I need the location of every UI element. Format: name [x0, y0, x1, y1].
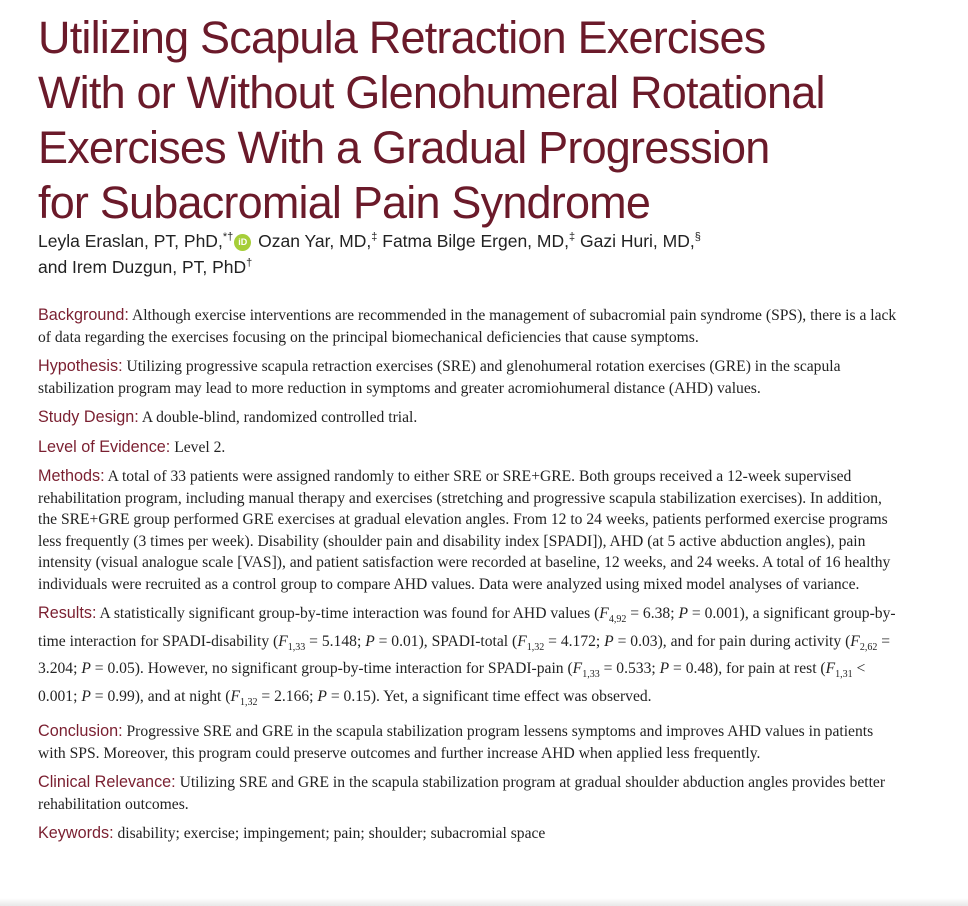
stat-df: 1,31: [835, 669, 853, 681]
results-text: = 2.166;: [257, 687, 318, 705]
section-label: Clinical Relevance:: [38, 773, 176, 792]
stat-symbol: F: [278, 632, 288, 650]
author-affiliation-mark: ‡: [371, 231, 378, 243]
results-text: = 0.01), SPADI-total (: [374, 632, 518, 650]
results-text: = 6.38;: [626, 605, 679, 622]
stat-df: 2,62: [859, 641, 878, 653]
author-name: Fatma Bilge Ergen, MD,: [382, 230, 569, 251]
section-text: A total of 33 patients were assigned randomly to either SRE or SRE+GRE. Both groups received a 12-week supervised rehabilitation program, including manual therapy and exercises (stretching and progressive scapula stabilization exercises). In addition, the SRE+GRE group performed GRE exercises at gradual elevation angles. From 12 to 24 weeks, patients performed exercise programs less frequently (3 times per week). Disability (shoulder pain and disability index [SPADI]), AHD (at 5 active abduction angles), pain intensity (visual analogue scale [VAS]), and patient satisfaction were recorded at baseline, 12 weeks, and 24 weeks. A total of 16 healthy individuals were recruited as a control group to compare AHD values. Data were analyzed using mixed model analyses of variance.: [38, 468, 891, 593]
author-affiliation-mark: ‡: [568, 231, 576, 243]
stat-df: 1,33: [582, 669, 600, 681]
abstract: [38, 305, 898, 853]
abstract-methods: [38, 466, 898, 595]
stat-symbol: F: [230, 687, 240, 705]
abstract-study-design: [38, 407, 898, 429]
title-line: for Subacromial Pain Syndrome: [38, 177, 651, 228]
results-text: = 0.001), a significant group-by-time interaction for SPADI-disability (: [38, 605, 896, 650]
title-line: Exercises With a Gradual Progression: [38, 122, 770, 173]
stat-symbol: P: [81, 660, 91, 678]
results-text: = 0.03), and for pain during activity (: [613, 632, 851, 650]
article-title: [38, 10, 938, 230]
author-affiliation-mark: §: [694, 231, 701, 243]
keywords-text: disability; exercise; impingement; pain; shoulder; subacromial space: [117, 825, 546, 843]
results-text: < 0.001;: [38, 660, 866, 705]
stat-df: 1,32: [526, 641, 545, 653]
section-text: Progressive SRE and GRE in the scapula stabilization program lessens symptoms and improves AHD values in patients with SPS. Moreover, this program could preserve outcomes and further increase AHD when applied less frequently.: [38, 723, 874, 762]
stat-symbol: P: [81, 687, 91, 705]
section-text: Utilizing SRE and GRE in the scapula stabilization program at gradual shoulder abduction angles provides better rehabilitation outcomes.: [38, 774, 886, 813]
stat-df: 1,33: [287, 641, 306, 653]
title-line: Utilizing Scapula Retraction Exercises: [38, 12, 766, 63]
section-text: Level 2.: [174, 438, 226, 456]
results-text: = 5.148;: [305, 632, 366, 650]
section-label: Study Design:: [38, 408, 139, 426]
results-text: = 0.99), and at night (: [90, 687, 231, 705]
author-affiliation-mark: †: [246, 256, 253, 269]
stat-symbol: P: [604, 632, 614, 650]
section-text: A double-blind, randomized controlled trial.: [141, 409, 418, 426]
stat-symbol: P: [317, 687, 327, 705]
author-name: Ozan Yar, MD,: [258, 230, 372, 251]
abstract-background: [38, 305, 898, 348]
stat-symbol: P: [678, 605, 688, 622]
abstract-level-of-evidence: [38, 437, 898, 459]
stat-df: 1,32: [239, 696, 258, 708]
section-label: Background:: [38, 306, 129, 324]
orcid-icon[interactable]: iD: [234, 234, 251, 251]
abstract-clinical-relevance: [38, 772, 898, 815]
abstract-keywords: [38, 823, 898, 845]
author-list: [38, 226, 938, 278]
abstract-hypothesis: [38, 356, 898, 399]
author-affiliation-mark: *†: [222, 231, 234, 243]
results-text: = 0.15). Yet, a significant time effect was observed.: [326, 687, 652, 705]
section-label: Hypothesis:: [38, 357, 123, 375]
section-label: Conclusion:: [38, 722, 123, 741]
stat-symbol: P: [659, 660, 670, 678]
stat-symbol: F: [825, 660, 836, 678]
author-name: and Irem Duzgun, PT, PhD: [38, 256, 247, 277]
section-label: Level of Evidence:: [38, 437, 171, 456]
page-bottom-shade: [0, 898, 968, 906]
results-text: = 0.05). However, no significant group-by-time interaction for SPADI-pain (: [90, 660, 573, 678]
stat-df: 4,92: [608, 614, 627, 626]
stat-symbol: F: [599, 605, 609, 622]
stat-symbol: F: [850, 632, 860, 650]
stat-symbol: P: [365, 632, 375, 650]
section-text: Utilizing progressive scapula retraction exercises (SRE) and glenohumeral rotation exercises (GRE) in the scapula stabilization program may lead to more reduction in symptoms and greater acromiohumeral distance (AHD) values.: [38, 358, 841, 397]
results-text: A statistically significant group-by-time interaction was found for AHD values (: [99, 605, 600, 622]
title-line: With or Without Glenohumeral Rotational: [38, 67, 825, 118]
section-label: Results:: [38, 604, 97, 622]
abstract-conclusion: [38, 721, 898, 764]
section-label: Methods:: [38, 467, 105, 485]
stat-symbol: F: [517, 632, 527, 650]
author-name: Leyla Eraslan, PT, PhD,: [38, 230, 223, 251]
abstract-results: [38, 603, 898, 713]
section-label: Keywords:: [38, 824, 114, 843]
section-text: Although exercise interventions are recommended in the management of subacromial pain syndrome (SPS), there is a lack of data regarding the exercises focusing on the principal biomechanical deficiencies that cause symptoms.: [38, 307, 897, 346]
author-name: Gazi Huri, MD,: [579, 230, 695, 251]
results-text: = 3.204;: [38, 632, 891, 678]
stat-symbol: F: [572, 660, 583, 678]
results-text: = 0.48), for pain at rest (: [669, 660, 826, 678]
results-text: = 4.172;: [544, 632, 605, 650]
results-text: = 0.533;: [599, 660, 660, 678]
